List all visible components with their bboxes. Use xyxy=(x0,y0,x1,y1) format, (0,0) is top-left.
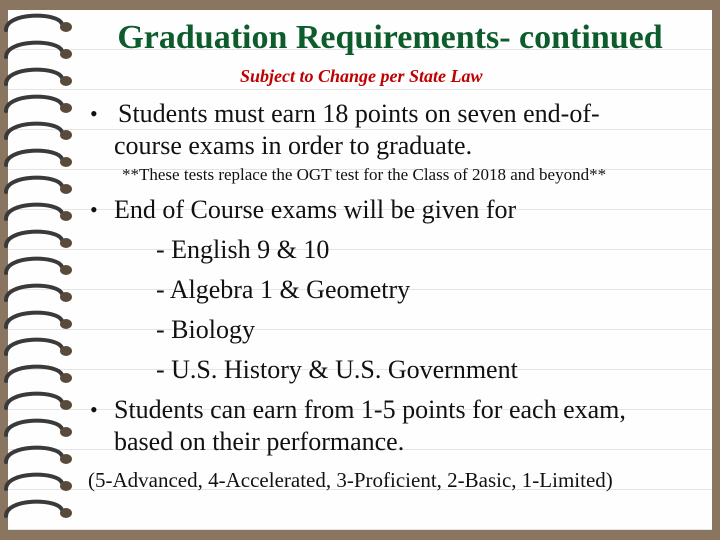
slide-subtitle: Subject to Change per State Law xyxy=(240,66,483,86)
binding-hole xyxy=(60,130,72,140)
binding-hole xyxy=(60,238,72,248)
spiral-ring xyxy=(6,70,62,84)
binding-hole xyxy=(60,346,72,356)
exam-item: - Algebra 1 & Geometry xyxy=(156,275,411,304)
binding-hole xyxy=(60,157,72,167)
binding-hole xyxy=(60,184,72,194)
spiral-ring xyxy=(6,151,62,165)
spiral-ring xyxy=(6,475,62,489)
spiral-ring xyxy=(6,178,62,192)
bullet1-line1: Students must earn 18 points on seven end-of- xyxy=(118,99,600,128)
spiral-ring xyxy=(6,232,62,246)
bullet3-line2: based on their performance. xyxy=(114,427,405,456)
bullet1-line2: course exams in order to graduate. xyxy=(114,131,473,160)
spiral-ring xyxy=(6,43,62,57)
binding-hole xyxy=(60,454,72,464)
binding-hole xyxy=(60,292,72,302)
spiral-ring xyxy=(6,448,62,462)
exam-item: - English 9 & 10 xyxy=(156,235,330,264)
binding-hole xyxy=(60,481,72,491)
binding-hole xyxy=(60,49,72,59)
spiral-ring xyxy=(6,205,62,219)
slide-title: Graduation Requirements- continued xyxy=(117,19,663,56)
spiral-binding xyxy=(0,0,90,540)
spiral-ring xyxy=(6,97,62,111)
bullet-marker: • xyxy=(90,197,98,222)
bullet2-intro: End of Course exams will be given for xyxy=(114,195,517,224)
exam-item: - Biology xyxy=(156,315,255,344)
binding-hole xyxy=(60,508,72,518)
performance-scale-note: (5-Advanced, 4-Accelerated, 3-Proficient, 2-Basic, 1-Limited) xyxy=(88,468,613,492)
spiral-ring xyxy=(6,394,62,408)
spiral-ring xyxy=(6,124,62,138)
ogt-note: **These tests replace the OGT test for the Class of 2018 and beyond** xyxy=(122,165,607,184)
binding-hole xyxy=(60,103,72,113)
spiral-ring xyxy=(6,313,62,327)
exam-item: - U.S. History & U.S. Government xyxy=(156,355,518,384)
bullet3-line1: Students can earn from 1-5 points for each exam, xyxy=(114,395,626,424)
spiral-ring xyxy=(6,340,62,354)
bullet-marker: • xyxy=(90,101,98,126)
binding-hole xyxy=(60,400,72,410)
binding-hole xyxy=(60,319,72,329)
spiral-ring xyxy=(6,259,62,273)
spiral-ring xyxy=(6,502,62,516)
spiral-ring xyxy=(6,367,62,381)
spiral-ring xyxy=(6,286,62,300)
binding-hole xyxy=(60,76,72,86)
spiral-ring xyxy=(6,421,62,435)
binding-hole xyxy=(60,427,72,437)
binding-hole xyxy=(60,22,72,32)
spiral-ring xyxy=(6,16,62,30)
binding-hole xyxy=(60,211,72,221)
binding-hole xyxy=(60,373,72,383)
bullet-marker: • xyxy=(90,397,98,422)
binding-hole xyxy=(60,265,72,275)
